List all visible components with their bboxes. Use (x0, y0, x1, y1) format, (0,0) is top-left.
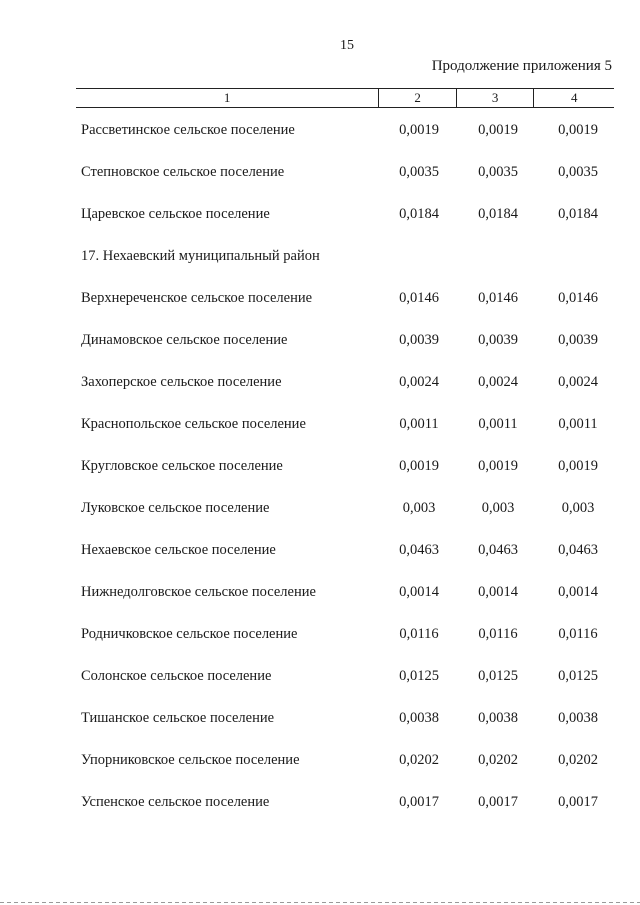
row-value-col-3: 0,0014 (478, 584, 518, 600)
row-value-col-4: 0,003 (561, 500, 595, 516)
row-value-col-4: 0,0014 (558, 584, 598, 600)
table-row (0, 454, 640, 496)
row-value-col-2: 0,0035 (399, 164, 439, 180)
header-col-4: 4 (533, 89, 614, 107)
table-row (0, 538, 640, 580)
row-value-col-4: 0,0039 (558, 332, 598, 348)
row-name: Динамовское сельское поселение (81, 332, 288, 348)
row-value-col-3: 0,0017 (478, 794, 518, 810)
row-value-col-2: 0,0463 (399, 542, 439, 558)
row-value-col-3: 0,0024 (478, 374, 518, 390)
table-row (0, 202, 640, 244)
row-name: Луковское сельское поселение (81, 500, 270, 516)
row-value-col-3: 0,0463 (478, 542, 518, 558)
row-value-col-3: 0,0038 (478, 710, 518, 726)
row-value-col-3: 0,0125 (478, 668, 518, 684)
table-row (0, 370, 640, 412)
header-col-1: 1 (223, 90, 231, 105)
table-row (0, 748, 640, 790)
row-name: Верхнереченское сельское поселение (81, 290, 313, 306)
row-value-col-3: 0,0011 (478, 416, 518, 432)
table-row (0, 622, 640, 664)
table-row (0, 160, 640, 202)
scan-edge-line (0, 902, 640, 903)
row-value-col-3: 0,003 (481, 500, 515, 516)
row-value-col-2: 0,0019 (399, 458, 439, 474)
row-value-col-3: 0,0184 (478, 206, 518, 222)
row-name: Солонское сельское поселение (81, 668, 272, 684)
row-name: Нижнедолговское сельское поселение (81, 584, 316, 600)
row-value-col-2: 0,0202 (399, 752, 439, 768)
row-value-col-2: 0,0017 (399, 794, 439, 810)
table-row (0, 580, 640, 622)
row-value-col-4: 0,0035 (558, 164, 598, 180)
row-value-col-3: 0,0035 (478, 164, 518, 180)
row-value-col-3: 0,0019 (478, 122, 518, 138)
row-value-col-4: 0,0019 (558, 458, 598, 474)
row-name: Степновское сельское поселение (81, 164, 285, 180)
row-value-col-2: 0,0116 (399, 626, 439, 642)
row-value-col-4: 0,0125 (558, 668, 598, 684)
row-value-col-3: 0,0202 (478, 752, 518, 768)
row-name: Рассветинское сельское поселение (81, 122, 295, 138)
row-value-col-4: 0,0011 (558, 416, 598, 432)
row-value-col-2: 0,0146 (399, 290, 439, 306)
table-row (0, 286, 640, 328)
row-value-col-2: 0,0011 (399, 416, 439, 432)
row-value-col-2: 0,003 (402, 500, 436, 516)
table-row (0, 244, 640, 286)
table-row (0, 496, 640, 538)
row-value-col-2: 0,0039 (399, 332, 439, 348)
row-value-col-3: 0,0039 (478, 332, 518, 348)
row-name: Царевское сельское поселение (81, 206, 270, 222)
table-row (0, 328, 640, 370)
row-value-col-2: 0,0184 (399, 206, 439, 222)
row-name: Тишанское сельское поселение (81, 710, 275, 726)
row-value-col-4: 0,0463 (558, 542, 598, 558)
header-col-3: 3 (456, 89, 534, 107)
row-name: Родничковское сельское поселение (81, 626, 298, 642)
table-row (0, 706, 640, 748)
header-col-2: 2 (378, 89, 456, 107)
row-value-col-3: 0,0116 (478, 626, 518, 642)
table-body (0, 118, 640, 832)
table-row (0, 664, 640, 706)
row-value-col-2: 0,0125 (399, 668, 439, 684)
appendix-label: Продолжение приложения 5 (431, 58, 612, 74)
row-value-col-4: 0,0146 (558, 290, 598, 306)
row-value-col-4: 0,0116 (558, 626, 598, 642)
row-value-col-4: 0,0017 (558, 794, 598, 810)
row-value-col-4: 0,0038 (558, 710, 598, 726)
row-name: Нехаевское сельское поселение (81, 542, 276, 558)
row-name: Упорниковское сельское поселение (81, 752, 300, 768)
row-value-col-4: 0,0202 (558, 752, 598, 768)
row-name: 17. Нехаевский муниципальный район (81, 248, 320, 264)
table-row (0, 118, 640, 160)
row-value-col-2: 0,0014 (399, 584, 439, 600)
row-value-col-4: 0,0184 (558, 206, 598, 222)
row-value-col-4: 0,0019 (558, 122, 598, 138)
table-row (0, 412, 640, 454)
row-name: Захоперское сельское поселение (81, 374, 282, 390)
row-value-col-3: 0,0146 (478, 290, 518, 306)
table-header (76, 88, 614, 108)
page-number: 15 (340, 38, 354, 53)
row-value-col-4: 0,0024 (558, 374, 598, 390)
row-value-col-2: 0,0024 (399, 374, 439, 390)
row-name: Кругловское сельское поселение (81, 458, 283, 474)
row-name: Успенское сельское поселение (81, 794, 270, 810)
row-value-col-2: 0,0038 (399, 710, 439, 726)
table-row (0, 790, 640, 832)
row-value-col-2: 0,0019 (399, 122, 439, 138)
row-name: Краснопольское сельское поселение (81, 416, 306, 432)
row-value-col-3: 0,0019 (478, 458, 518, 474)
